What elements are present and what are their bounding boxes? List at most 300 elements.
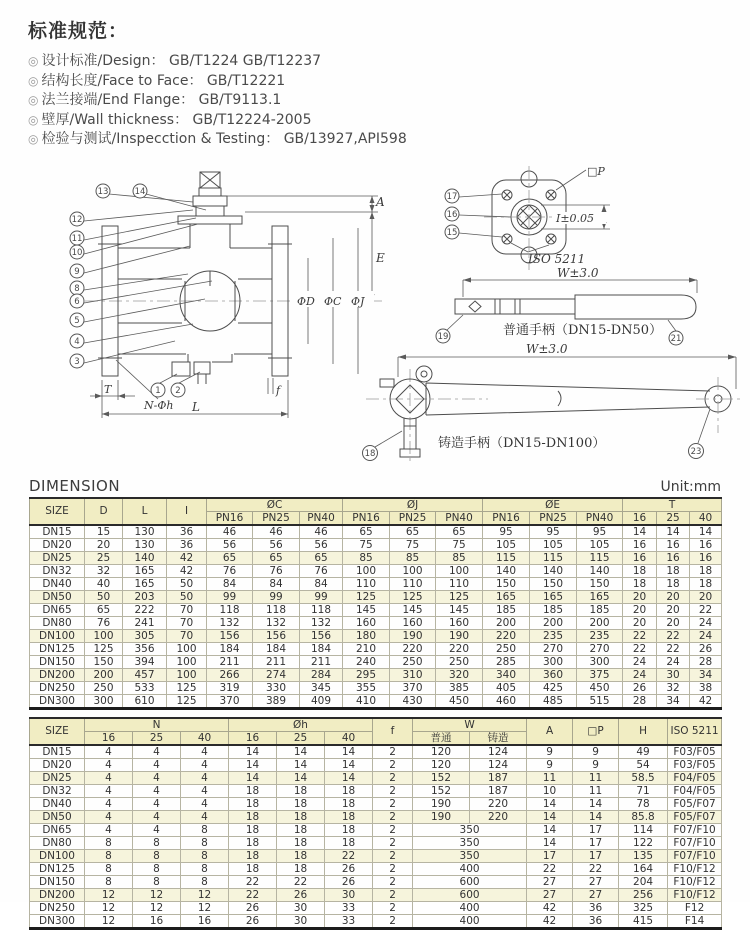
table-cell: 105: [577, 538, 623, 551]
dim-label-phi-c: ΦC: [324, 294, 342, 308]
table-cell: 18: [229, 810, 277, 823]
table-cell: 99: [300, 590, 343, 603]
table-cell: 2: [373, 823, 413, 836]
table-cell: 394: [123, 655, 167, 668]
dimension-table-2: [29, 717, 722, 930]
table-cell: 18: [229, 823, 277, 836]
table-cell: 100: [167, 642, 207, 655]
table-row: [30, 862, 722, 875]
col-pn25: PN25: [390, 511, 436, 525]
col-d: D: [85, 498, 123, 525]
table-cell: 120: [413, 758, 470, 771]
col-n16: 16: [85, 731, 133, 745]
col-h: H: [619, 718, 668, 745]
table-cell: 114: [619, 823, 668, 836]
table-cell: 22: [527, 862, 573, 875]
table-cell: 22: [229, 888, 277, 901]
valve-cross-section-drawing: [60, 166, 405, 466]
table-cell: 184: [300, 642, 343, 655]
table1-body: [30, 525, 722, 709]
table-cell: F07/F10: [668, 836, 722, 849]
table-cell: 32: [657, 681, 690, 694]
col-iso5211: ISO 5211: [668, 718, 722, 745]
table-cell: 56: [253, 538, 300, 551]
table-cell: 485: [530, 694, 577, 708]
table-cell: 125: [390, 590, 436, 603]
table-cell: 305: [123, 629, 167, 642]
table-cell: 78: [619, 797, 668, 810]
table-cell: 156: [207, 629, 253, 642]
dim-label-l: L: [192, 399, 200, 414]
spec-text: 设计标准/Design： GB/T1224 GB/T12237: [41, 53, 322, 69]
col-n25: 25: [133, 731, 181, 745]
table-cell: 42: [690, 694, 722, 708]
table-cell: 22: [623, 642, 657, 655]
table-cell: 140: [577, 564, 623, 577]
table-row: [30, 901, 722, 914]
table-cell: F05/F07: [668, 810, 722, 823]
table-cell: 125: [436, 590, 483, 603]
table-cell: 10: [527, 784, 573, 797]
table-cell: 14: [527, 823, 573, 836]
table-cell: 12: [133, 888, 181, 901]
col-group-oj: ØJ: [343, 498, 483, 512]
table-cell: 300: [530, 655, 577, 668]
table-cell: 145: [343, 603, 390, 616]
table-cell: 610: [123, 694, 167, 708]
table-cell: 12: [85, 888, 133, 901]
bullet-icon: ◎: [28, 54, 39, 68]
table-cell: 70: [167, 603, 207, 616]
table-cell: 190: [390, 629, 436, 642]
col-pn40: PN40: [436, 511, 483, 525]
table-cell: 24: [657, 655, 690, 668]
table-cell: 11: [527, 771, 573, 784]
table-cell: 16: [690, 538, 722, 551]
table-cell: 220: [390, 642, 436, 655]
table-cell: 18: [657, 564, 690, 577]
table-cell: DN150: [30, 875, 85, 888]
table-cell: 2: [373, 849, 413, 862]
table-cell: 18: [229, 862, 277, 875]
col-group-oe: ØE: [483, 498, 623, 512]
table-cell: DN15: [30, 525, 85, 539]
col-pn25: PN25: [253, 511, 300, 525]
table-cell: 14: [325, 758, 373, 771]
table-cell: 56: [207, 538, 253, 551]
table-cell: 355: [343, 681, 390, 694]
table-cell: 12: [181, 901, 229, 914]
table-cell: 235: [577, 629, 623, 642]
table-cell: 14: [229, 771, 277, 784]
table-cell: 140: [530, 564, 577, 577]
table-cell: 18: [325, 797, 373, 810]
table-cell: 42: [167, 551, 207, 564]
table-cell: 375: [577, 668, 623, 681]
table-cell: 370: [207, 694, 253, 708]
col-t25: 25: [657, 511, 690, 525]
table-cell: 340: [483, 668, 530, 681]
table-cell: DN50: [30, 810, 85, 823]
table-cell: 49: [619, 745, 668, 759]
table-row: [30, 629, 722, 642]
table-cell: F14: [668, 914, 722, 928]
col-size: SIZE: [30, 498, 85, 525]
table-cell: 24: [690, 629, 722, 642]
table2-body: [30, 745, 722, 929]
table-cell: 124: [470, 745, 527, 759]
table-cell: 220: [436, 642, 483, 655]
table-cell: 22: [690, 603, 722, 616]
table-cell: 360: [530, 668, 577, 681]
table-row: [30, 771, 722, 784]
table-row: [30, 590, 722, 603]
table-cell: 2: [373, 914, 413, 928]
table-cell: 132: [253, 616, 300, 629]
table-cell: 152: [413, 784, 470, 797]
table-cell: 76: [85, 616, 123, 629]
table-cell: 240: [343, 655, 390, 668]
table-cell: 14: [325, 745, 373, 759]
table-cell: 50: [167, 577, 207, 590]
table-cell: 17: [573, 836, 619, 849]
table-cell: 8: [133, 836, 181, 849]
normal-handle-drawing: [425, 265, 750, 348]
col-group-oc: ØC: [207, 498, 343, 512]
table-cell: 320: [436, 668, 483, 681]
callout-8: [70, 274, 188, 295]
unit-label: Unit:mm: [660, 478, 721, 495]
table-cell: 14: [229, 758, 277, 771]
table-cell: 14: [277, 745, 325, 759]
table-cell: 165: [123, 564, 167, 577]
table-cell: 200: [85, 668, 123, 681]
table-cell: 400: [413, 914, 527, 928]
table-cell: 284: [300, 668, 343, 681]
table-cell: DN40: [30, 577, 85, 590]
table-cell: 46: [253, 525, 300, 539]
table-cell: 32: [85, 564, 123, 577]
table-cell: 95: [577, 525, 623, 539]
table-cell: 325: [619, 901, 668, 914]
table-cell: F10/F12: [668, 862, 722, 875]
callout-23: [689, 409, 711, 459]
table1-header: [30, 498, 722, 525]
table-cell: 36: [167, 538, 207, 551]
table-cell: 75: [343, 538, 390, 551]
table-cell: 9: [527, 745, 573, 759]
table-cell: 27: [573, 888, 619, 901]
table-cell: F12: [668, 901, 722, 914]
table-cell: 135: [619, 849, 668, 862]
table-cell: 145: [436, 603, 483, 616]
table-cell: 18: [229, 797, 277, 810]
table-cell: 300: [85, 694, 123, 708]
table-cell: 160: [436, 616, 483, 629]
table-cell: 65: [253, 551, 300, 564]
table-cell: 14: [229, 745, 277, 759]
table-cell: DN250: [30, 681, 85, 694]
table-cell: 125: [343, 590, 390, 603]
table-cell: 26: [325, 875, 373, 888]
table-cell: 115: [577, 551, 623, 564]
table-cell: 27: [527, 875, 573, 888]
table-cell: 18: [657, 577, 690, 590]
table-cell: 190: [413, 810, 470, 823]
col-pn40: PN40: [577, 511, 623, 525]
table-cell: 132: [207, 616, 253, 629]
svg-text:21: 21: [670, 333, 682, 344]
col-square-p: □P: [573, 718, 619, 745]
table-cell: 22: [277, 875, 325, 888]
table-cell: 65: [390, 525, 436, 539]
table-cell: 140: [483, 564, 530, 577]
spec-item: [28, 111, 750, 131]
table-cell: 150: [85, 655, 123, 668]
table-cell: 4: [133, 771, 181, 784]
table-cell: 152: [413, 771, 470, 784]
table-cell: 4: [85, 823, 133, 836]
table-cell: 125: [167, 681, 207, 694]
table-row: [30, 875, 722, 888]
table-cell: 28: [690, 655, 722, 668]
col-pn16: PN16: [343, 511, 390, 525]
table-cell: DN32: [30, 564, 85, 577]
table-cell: 122: [619, 836, 668, 849]
table-cell: 2: [373, 810, 413, 823]
table-cell: 8: [181, 875, 229, 888]
table-cell: 457: [123, 668, 167, 681]
table-cell: 185: [483, 603, 530, 616]
table-cell: 165: [123, 577, 167, 590]
table-cell: 18: [277, 862, 325, 875]
table-cell: 16: [623, 538, 657, 551]
table-cell: 211: [300, 655, 343, 668]
table-cell: 4: [181, 810, 229, 823]
table-cell: 85: [436, 551, 483, 564]
svg-text:19: 19: [437, 331, 449, 342]
table-cell: 16: [690, 551, 722, 564]
table-cell: 132: [300, 616, 343, 629]
table-cell: 389: [253, 694, 300, 708]
table-cell: 65: [207, 551, 253, 564]
table-cell: 345: [300, 681, 343, 694]
table-cell: 8: [181, 836, 229, 849]
table-cell: 190: [436, 629, 483, 642]
table-cell: 30: [657, 668, 690, 681]
table-cell: 250: [483, 642, 530, 655]
svg-text:5: 5: [74, 315, 80, 326]
table-cell: 75: [436, 538, 483, 551]
table-cell: DN100: [30, 849, 85, 862]
table-cell: 600: [413, 875, 527, 888]
table-cell: 222: [123, 603, 167, 616]
table-cell: 4: [133, 810, 181, 823]
table-cell: DN25: [30, 551, 85, 564]
table-cell: 4: [133, 797, 181, 810]
spec-item: [28, 130, 750, 150]
callout-17: [445, 189, 502, 203]
table-cell: 100: [85, 629, 123, 642]
table-cell: DN100: [30, 629, 85, 642]
col-f: f: [373, 718, 413, 745]
table-cell: 115: [530, 551, 577, 564]
table-cell: 25: [85, 551, 123, 564]
dim-label-phi-d: ΦD: [297, 294, 315, 308]
table-cell: 14: [623, 525, 657, 539]
table-cell: 350: [413, 823, 527, 836]
table-cell: 22: [623, 629, 657, 642]
table-cell: 18: [690, 564, 722, 577]
svg-text:8: 8: [74, 283, 80, 294]
table-cell: 26: [229, 914, 277, 928]
table-cell: 4: [181, 784, 229, 797]
dim-label-w-cast: W±3.0: [526, 341, 568, 356]
svg-text:3: 3: [74, 356, 80, 367]
table-cell: 385: [436, 681, 483, 694]
table-cell: 150: [577, 577, 623, 590]
dim-label-n-phi-h: N-Φh: [144, 398, 174, 412]
table-cell: 8: [85, 836, 133, 849]
table-cell: 17: [573, 823, 619, 836]
table-cell: 18: [277, 823, 325, 836]
table-cell: 24: [623, 655, 657, 668]
col-group-n: N: [85, 718, 229, 732]
callout-10: [70, 224, 198, 259]
table-cell: 8: [85, 875, 133, 888]
dim-label-a: A: [376, 194, 385, 209]
table-cell: 20: [657, 590, 690, 603]
table-row: [30, 810, 722, 823]
table-cell: 2: [373, 797, 413, 810]
table-cell: 27: [573, 875, 619, 888]
table-cell: 28: [623, 694, 657, 708]
table-cell: 18: [229, 836, 277, 849]
table-cell: 50: [167, 590, 207, 603]
table-cell: 70: [167, 616, 207, 629]
table-cell: 4: [133, 758, 181, 771]
table-cell: 450: [577, 681, 623, 694]
table-cell: 26: [623, 681, 657, 694]
col-pn16: PN16: [207, 511, 253, 525]
dim-label-e: E: [376, 250, 385, 265]
table-cell: 14: [657, 525, 690, 539]
spec-item: [28, 91, 750, 111]
table-row: [30, 564, 722, 577]
callout-16: [445, 207, 511, 221]
dimension-table-1: [29, 497, 722, 710]
table-row: [30, 668, 722, 681]
standards-list: [28, 52, 750, 150]
table-cell: 130: [123, 525, 167, 539]
table-cell: 285: [483, 655, 530, 668]
table-cell: 20: [690, 590, 722, 603]
table-cell: 600: [413, 888, 527, 901]
col-pn25: PN25: [530, 511, 577, 525]
bullet-icon: ◎: [28, 112, 39, 127]
table-cell: DN150: [30, 655, 85, 668]
table-cell: 270: [530, 642, 577, 655]
table-cell: 165: [483, 590, 530, 603]
col-w-normal: 普通: [413, 731, 470, 745]
table-cell: 110: [343, 577, 390, 590]
table-cell: 36: [167, 525, 207, 539]
table-cell: 14: [573, 797, 619, 810]
table-cell: 190: [413, 797, 470, 810]
table-cell: 9: [527, 758, 573, 771]
table-cell: 14: [277, 771, 325, 784]
table-cell: 42: [167, 564, 207, 577]
table-cell: 18: [277, 797, 325, 810]
table-cell: DN32: [30, 784, 85, 797]
table-cell: DN125: [30, 862, 85, 875]
table-cell: 8: [85, 862, 133, 875]
table-cell: 20: [623, 590, 657, 603]
table-cell: 70: [167, 629, 207, 642]
svg-text:18: 18: [364, 448, 376, 459]
table-cell: 54: [619, 758, 668, 771]
svg-text:12: 12: [71, 214, 83, 225]
svg-text:17: 17: [446, 191, 458, 202]
table-cell: 4: [85, 810, 133, 823]
col-a: A: [527, 718, 573, 745]
spec-item: [28, 72, 750, 92]
table-cell: 105: [530, 538, 577, 551]
svg-text:4: 4: [74, 336, 80, 347]
col-group-w: W: [413, 718, 527, 732]
table-cell: 8: [133, 875, 181, 888]
dim-label-t: T: [104, 382, 112, 396]
bullet-icon: ◎: [28, 132, 39, 146]
table-cell: 160: [343, 616, 390, 629]
table-cell: DN200: [30, 668, 85, 681]
table-cell: 160: [390, 616, 436, 629]
standards-section: [0, 0, 750, 150]
dim-label-i: I±0.05: [556, 211, 595, 225]
table-row: [30, 823, 722, 836]
table-cell: 18: [325, 810, 373, 823]
table-cell: 2: [373, 784, 413, 797]
table-cell: 185: [530, 603, 577, 616]
table-cell: 124: [470, 758, 527, 771]
table-cell: 425: [530, 681, 577, 694]
table-row: [30, 836, 722, 849]
spec-text: 检验与测试/Inspecction & Testing： GB/13927,API598: [41, 131, 407, 147]
table-cell: DN80: [30, 836, 85, 849]
table-cell: 11: [573, 784, 619, 797]
table-cell: 22: [657, 629, 690, 642]
svg-text:11: 11: [71, 233, 83, 244]
table-cell: 140: [123, 551, 167, 564]
table-cell: 2: [373, 875, 413, 888]
table-cell: 14: [527, 797, 573, 810]
table-cell: 99: [207, 590, 253, 603]
table-cell: 18: [325, 784, 373, 797]
table-row: [30, 694, 722, 708]
table-cell: 310: [390, 668, 436, 681]
table-cell: 164: [619, 862, 668, 875]
table-cell: 100: [436, 564, 483, 577]
table-cell: 250: [85, 681, 123, 694]
svg-text:16: 16: [446, 209, 458, 220]
table-cell: 71: [619, 784, 668, 797]
table-cell: 220: [483, 629, 530, 642]
table-cell: 184: [253, 642, 300, 655]
table-cell: 100: [343, 564, 390, 577]
col-t40: 40: [690, 511, 722, 525]
table-cell: 22: [229, 875, 277, 888]
col-size: SIZE: [30, 718, 85, 745]
